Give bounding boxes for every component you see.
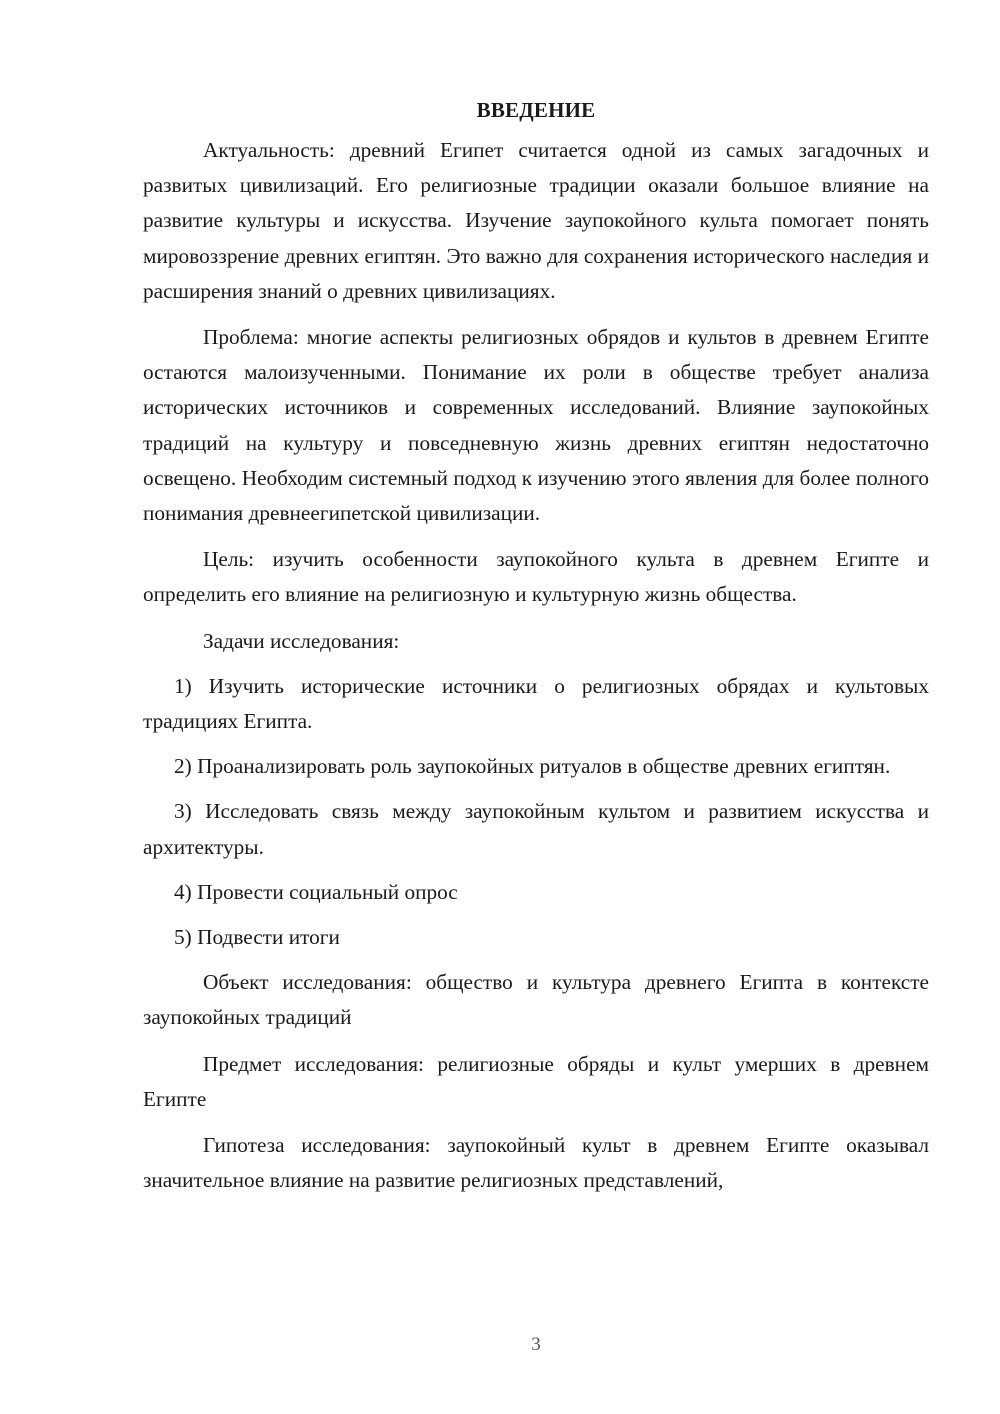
page-title: ВВЕДЕНИЕ <box>476 98 596 122</box>
paragraph-goal: Цель: изучить особенности заупокойного культа в древнем Египте и определить его влияние на религиозную и культурную жизнь общества. <box>143 547 929 607</box>
list-item: 4) Провести социальный опрос <box>174 879 458 904</box>
list-item: 3) Исследовать связь между заупокойным культом и развитием искусства и архитектуры. <box>143 799 929 859</box>
paragraph-object: Объект исследования: общество и культура древнего Египта в контексте заупокойных традиций <box>143 970 929 1030</box>
list-item: 2) Проанализировать роль заупокойных ритуалов в обществе древних египтян. <box>174 754 891 779</box>
paragraph-subject: Предмет исследования: религиозные обряды и культ умерших в древнем Египте <box>143 1051 929 1111</box>
list-item: 1) Изучить исторические источники о религиозных обрядах и культовых традициях Египта. <box>143 673 929 734</box>
paragraph-relevance: Актуальность: древний Египет считается одной из самых загадочных и развитых цивилизаций. Его религиозные традиции оказали большое влияние на развитие культуры и искусства. Изучение заупокойного культа помогает понять мировоззрение древних египтян. Это важно для сохранения исторического наследия и расширения знаний о древних цивилизациях. <box>143 138 929 303</box>
paragraph-hypothesis: Гипотеза исследования: заупокойный культ в древнем Египте оказывал значительное влияние на развитие религиозных представлений, <box>143 1133 929 1193</box>
page-number: 3 <box>531 1334 541 1355</box>
document-page <box>143 96 929 1209</box>
tasks-heading: Задачи исследования: <box>203 628 400 653</box>
paragraph-problem: Проблема: многие аспекты религиозных обрядов и культов в древнем Египте остаются малоизученными. Понимание их роли в обществе требует анализа исторических источников и современных исследований. Влияние заупокойных традиций на культуру и повседневную жизнь древних египтян недостаточно освещено. Необходим системный подход к изучению этого явления для более полного понимания древнеегипетской цивилизации. <box>143 325 929 526</box>
tasks-list <box>143 669 929 955</box>
list-item: 5) Подвести итоги <box>174 925 340 950</box>
